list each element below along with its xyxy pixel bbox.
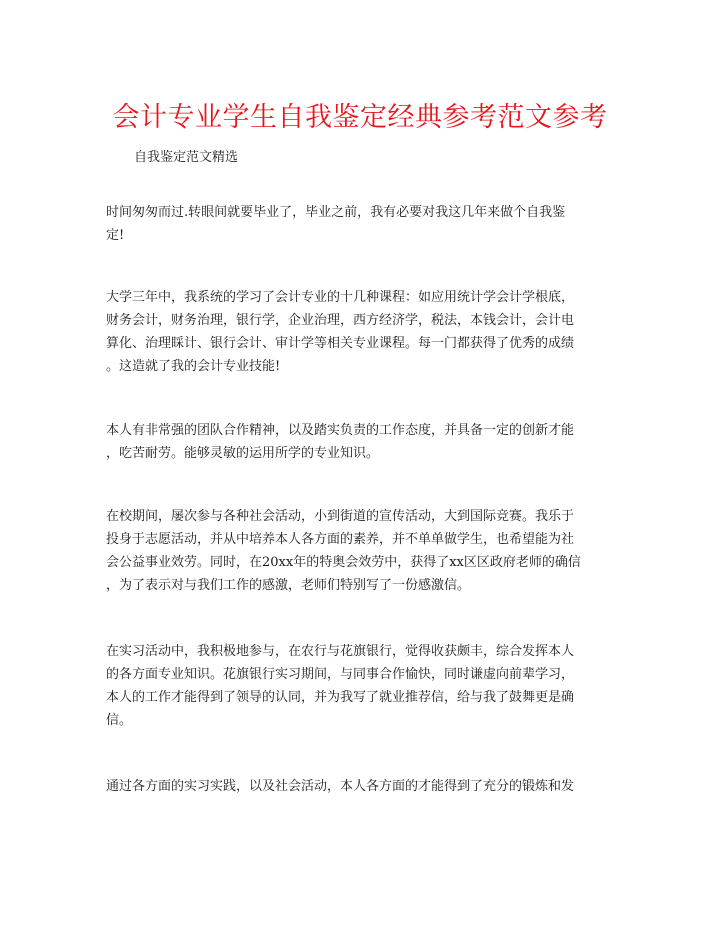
paragraph-4 xyxy=(106,505,626,597)
paragraph-2 xyxy=(106,286,626,378)
paragraph-line: 投身于志愿活动，并从中培养本人各方面的素养，并不单单做学生，也希望能为社 xyxy=(106,532,575,547)
paragraph-line: 会公益事业效劳。同时，在20xx年的特奥会效劳中，获得了xx区区政府老师的确信 xyxy=(106,555,581,570)
paragraph-line: 在校期间，屡次参与各种社会活动，小到街道的宣传活动，大到国际竞赛。我乐于 xyxy=(106,509,575,524)
paragraph-1 xyxy=(106,201,626,247)
paragraph-line: 本人的工作才能得到了领导的认同，并为我写了就业推荐信，给与我了鼓舞更是确 xyxy=(106,690,575,705)
paragraph-5 xyxy=(106,640,626,732)
paragraph-line: 本人有非常强的团队合作精神，以及踏实负责的工作态度，并具备一定的创新才能 xyxy=(106,423,575,438)
paragraph-3 xyxy=(106,419,626,465)
paragraph-line: 的各方面专业知识。花旗银行实习期间，与同事合作愉快，同时谦虚向前辈学习， xyxy=(106,667,575,682)
document-title: 会计专业学生自我鉴定经典参考范文参考 xyxy=(112,102,608,133)
paragraph-line: 。这造就了我的会计专业技能! xyxy=(106,359,281,374)
paragraph-line: 算化、治理睬计、银行会计、审计学等相关专业课程。每一门都获得了优秀的成绩 xyxy=(106,336,575,351)
paragraph-line: 财务会计，财务治理，银行学，企业治理，西方经济学，税法，本钱会计，会计电 xyxy=(106,313,575,328)
document-subtitle: 自我鉴定范文精选 xyxy=(134,150,239,165)
paragraph-6 xyxy=(106,775,626,798)
paragraph-line: 在实习活动中，我积极地参与，在农行与花旗银行，觉得收获颇丰，综合发挥本人 xyxy=(106,644,575,659)
paragraph-line: 大学三年中，我系统的学习了会计专业的十几种课程：如应用统计学会计学根底， xyxy=(106,290,575,305)
paragraph-line: 信。 xyxy=(106,713,133,728)
paragraph-line: 定! xyxy=(106,228,125,243)
paragraph-line: 时间匆匆而过.转眼间就要毕业了，毕业之前，我有必要对我这几年来做个自我鉴 xyxy=(106,205,566,220)
paragraph-line: ，吃苦耐劳。能够灵敏的运用所学的专业知识。 xyxy=(106,446,380,461)
paragraph-line: ，为了表示对与我们工作的感激，老师们特别写了一份感激信。 xyxy=(106,578,471,593)
paragraph-line: 通过各方面的实习实践，以及社会活动，本人各方面的才能得到了充分的锻炼和发 xyxy=(106,779,575,794)
